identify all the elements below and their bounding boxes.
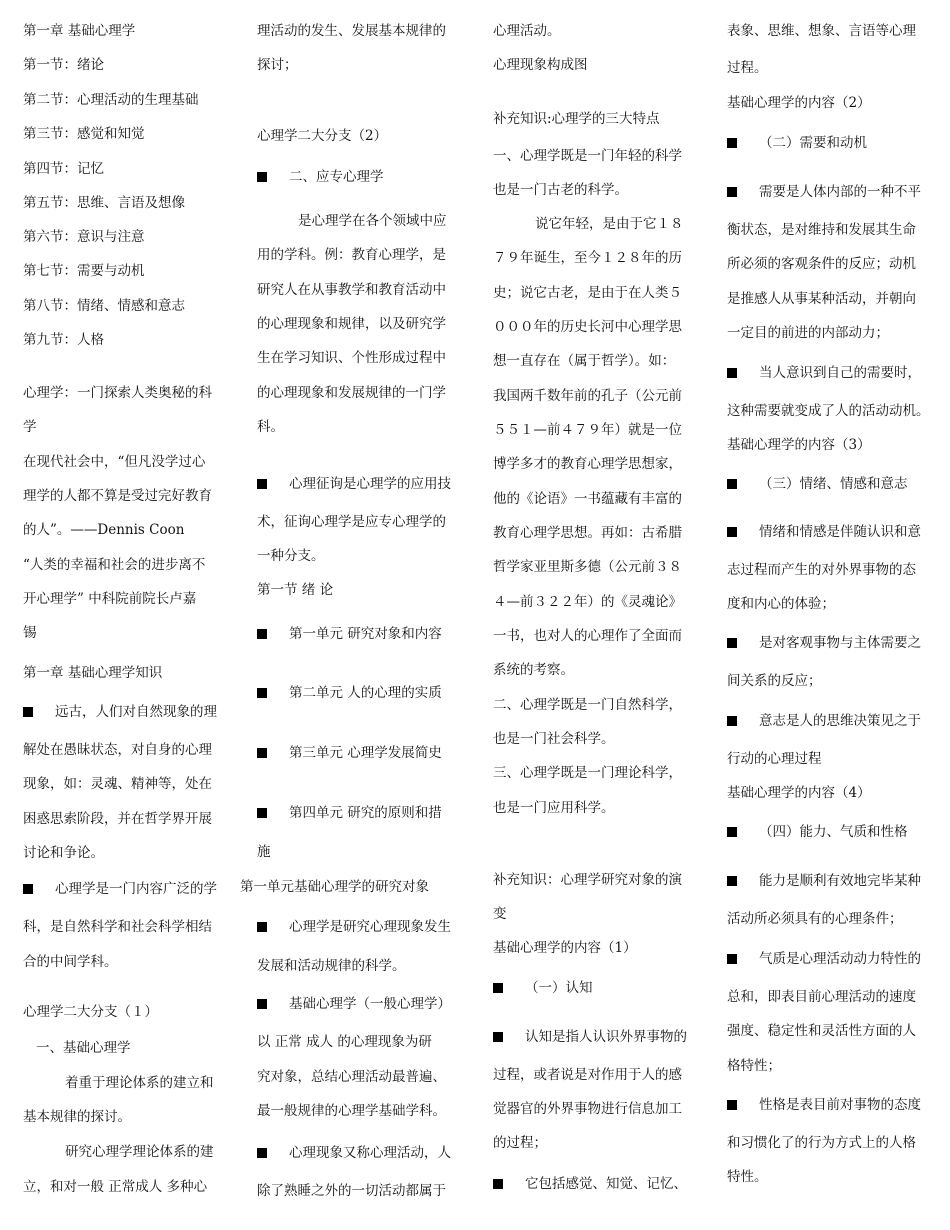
toc-item: 第二节：心理活动的生理基础: [23, 92, 199, 108]
paragraph-line: 和习惯化了的行为方式上的人格: [727, 1135, 916, 1151]
paragraph-line: 的心理现象和发展规律的一门学: [257, 385, 446, 401]
paragraph-line: 过程。: [727, 60, 768, 76]
section-heading: 第一节 绪 论: [257, 582, 334, 598]
figure-caption: 心理现象构成图: [493, 57, 588, 73]
paragraph-line: 想一直存在（属于哲学）。如：: [493, 353, 676, 369]
quote-line: 理学的人都不算是受过完好教育: [23, 488, 212, 504]
toc-item: 第九节：人格: [23, 332, 104, 348]
paragraph-line: 说它年轻，是由于它１８: [535, 216, 684, 232]
bullet-paragraph: 气质是心理活动动力特性的: [727, 950, 921, 968]
paragraph-line: 博学多才的教育心理学思想家，: [493, 456, 682, 472]
toc-item: 第三节：感觉和知觉: [23, 126, 145, 142]
paragraph-line: 困惑思索阶段，并在哲学界开展: [23, 811, 212, 827]
paragraph-line: 是心理学在各个领域中应: [298, 213, 447, 229]
paragraph-line: 理活动的发生、发展基本规律的: [257, 23, 446, 39]
paragraph-line: 总和，即表目前心理活动的速度: [727, 989, 916, 1005]
paragraph-line: 一种分支。: [257, 548, 325, 564]
paragraph-line: 衡状态，是对维持和发展其生命: [727, 222, 916, 238]
toc-item: 第五节：思维、言语及想像: [23, 195, 185, 211]
bullet-paragraph: 是对客观事物与主体需要之: [727, 634, 921, 652]
section-heading: 基础心理学的内容（3）: [727, 437, 871, 453]
quote-line: 锡: [23, 625, 37, 641]
paragraph-line: 术，征询心理学是应专心理学的: [257, 514, 446, 530]
paragraph-line: 是推感人从事某种活动，并朝向: [727, 291, 916, 307]
paragraph-line: 研究人在从事教学和教育活动中: [257, 282, 446, 298]
bullet-heading: 第四单元 研究的原则和措: [257, 804, 442, 822]
paragraph-line: 二、心理学既是一门自然科学，: [493, 697, 682, 713]
paragraph-line: 立，和对一般 正常成人 多种心: [23, 1179, 208, 1195]
bullet-paragraph: 情绪和情感是伴随认识和意: [727, 523, 921, 541]
paragraph-line: 除了熟睡之外的一切活动都属于: [257, 1183, 446, 1199]
paragraph-line: 表象、思维、想象、言语等心理: [727, 23, 916, 39]
paragraph-line: 这种需要就变成了人的活动动机。: [727, 403, 930, 419]
toc-item: 第八节：情绪、情感和意志: [23, 298, 185, 314]
paragraph-line: 特性。: [727, 1169, 768, 1185]
paragraph-line: 活动所必须具有的心理条件；: [727, 911, 903, 927]
bullet-paragraph: 远古，人们对自然现象的理: [23, 703, 217, 721]
paragraph-line: 三、心理学既是一门理论科学，: [493, 765, 682, 781]
bullet-heading: （三）情绪、情感和意志: [727, 475, 908, 493]
bullet-heading: （四）能力、气质和性格: [727, 823, 908, 841]
section-heading: 心理学二大分支（2）: [257, 128, 388, 144]
paragraph-line: 讨论和争论。: [23, 845, 104, 861]
bullet-paragraph: 性格是表目前对事物的态度: [727, 1096, 921, 1114]
paragraph-line: 施: [257, 844, 271, 860]
paragraph-line: 度和内心的体验；: [727, 596, 835, 612]
paragraph-line: 教育心理学思想。再如：古希腊: [493, 525, 682, 541]
paragraph-line: 行动的心理过程: [727, 751, 822, 767]
paragraph-line: 科。: [257, 419, 284, 435]
bullet-paragraph: 基础心理学（一般心理学）: [257, 995, 451, 1013]
bullet-heading: 二、应专心理学: [257, 168, 384, 186]
section-heading: 第一单元基础心理学的研究对象: [240, 879, 429, 895]
section-heading: 基础心理学的内容（2）: [727, 95, 871, 111]
paragraph-line: 探讨；: [257, 57, 298, 73]
paragraph-line: 生在学习知识、个性形成过程中: [257, 350, 446, 366]
toc-item: 第七节：需要与动机: [23, 263, 145, 279]
paragraph-line: 觉器官的外界事物进行信息加工: [493, 1101, 682, 1117]
paragraph-line: 现象，如：灵魂、精神等，处在: [23, 776, 212, 792]
paragraph-line: 基本规律的探讨。: [23, 1109, 131, 1125]
paragraph-line: 史；说它古老，是由于在人类５: [493, 285, 682, 301]
bullet-paragraph: 当人意识到自己的需要时，: [727, 364, 921, 382]
paragraph-line: 发展和活动规律的科学。: [257, 958, 406, 974]
paragraph-line: 着重于理论体系的建立和: [65, 1075, 214, 1091]
paragraph-line: ０００年的历史长河中心理学思: [493, 319, 682, 335]
paragraph-line: 合的中间学科。: [23, 954, 118, 970]
bullet-paragraph: 心理学是研究心理现象发生: [257, 918, 451, 936]
bullet-heading: （一）认知: [493, 979, 593, 997]
section-heading: 心理学二大分支（１）: [23, 1004, 158, 1020]
paragraph-line: 的心理现象和规律，以及研究学: [257, 316, 446, 332]
paragraph-line: 变: [493, 906, 507, 922]
quote-line: “人类的幸福和社会的进步离不: [23, 557, 206, 573]
paragraph-line: 一书，也对人的心理作了全面而: [493, 628, 682, 644]
paragraph-line: 过程，或者说是对作用于人的感: [493, 1067, 682, 1083]
paragraph-line: 也是一门社会科学。: [493, 731, 615, 747]
section-heading: 基础心理学的内容（1）: [493, 940, 637, 956]
paragraph-line: 最一般规律的心理学基础学科。: [257, 1103, 446, 1119]
bullet-paragraph: 心理学是一门内容广泛的学: [23, 880, 217, 898]
section-heading: 基础心理学的内容（4）: [727, 785, 871, 801]
paragraph-line: ５５１—前４７９年）就是一位: [493, 422, 682, 438]
paragraph-line: 一、心理学既是一门年轻的科学: [493, 148, 682, 164]
paragraph-line: 我国两千数年前的孔子（公元前: [493, 388, 682, 404]
bullet-heading: 第二单元 人的心理的实质: [257, 684, 442, 702]
chapter-title: 第一章 基础心理学: [23, 23, 136, 39]
paragraph-line: 以 正常 成人 的心理现象为研: [257, 1034, 432, 1050]
quote-line: 开心理学” 中科院前院长卢嘉: [23, 591, 197, 607]
quote-line: 的人”。——Dennis Coon: [23, 522, 185, 538]
section-heading: 补充知识：心理学研究对象的演: [493, 872, 682, 888]
bullet-paragraph: 心理征询是心理学的应用技: [257, 475, 451, 493]
toc-item: 第六节：意识与注意: [23, 229, 145, 245]
bullet-paragraph: 需要是人体内部的一种不平: [727, 183, 921, 201]
paragraph-line: 研究心理学理论体系的建: [65, 1144, 214, 1160]
toc-item: 第一节：绪论: [23, 57, 104, 73]
bullet-paragraph: 它包括感觉、知觉、记忆、: [493, 1175, 687, 1193]
paragraph-line: 学: [23, 419, 37, 435]
bullet-heading: 第三单元 心理学发展简史: [257, 744, 442, 762]
paragraph-line: 强度、稳定性和灵活性方面的人: [727, 1023, 916, 1039]
bullet-heading: （二）需要和动机: [727, 134, 867, 152]
bullet-paragraph: 心理现象又称心理活动，人: [257, 1144, 451, 1162]
bullet-paragraph: 能力是顺利有效地完毕某种: [727, 872, 921, 890]
paragraph-line: 心理学：一门探索人类奥秘的科: [23, 385, 212, 401]
paragraph-line: 他的《论语》一书蕴藏有丰富的: [493, 491, 682, 507]
paragraph-line: 一定目的前进的内部动力；: [727, 325, 889, 341]
paragraph-line: 用的学科。例：教育心理学，是: [257, 247, 446, 263]
paragraph-line: 的过程；: [493, 1135, 547, 1151]
paragraph-line: 解处在愚昧状态，对自身的心理: [23, 742, 212, 758]
paragraph-line: 所必须的客观条件的反应；动机: [727, 256, 916, 272]
toc-item: 第四节：记忆: [23, 161, 104, 177]
paragraph-line: 心理活动。: [493, 23, 561, 39]
bullet-paragraph: 意志是人的思维决策见之于: [727, 712, 921, 730]
paragraph-line: ７９年诞生，至今１２８年的历: [493, 250, 682, 266]
paragraph-line: 间关系的反应；: [727, 673, 822, 689]
paragraph-line: 哲学家亚里斯多德（公元前３８: [493, 559, 682, 575]
paragraph-line: 科，是自然科学和社会科学相结: [23, 919, 212, 935]
section-heading: 补充知识:心理学的三大特点: [493, 111, 660, 127]
paragraph-line: ４—前３２２年）的《灵魂论》: [493, 594, 682, 610]
paragraph-line: 也是一门古老的科学。: [493, 182, 628, 198]
section-heading: 第一章 基础心理学知识: [23, 665, 163, 681]
paragraph-line: 也是一门应用科学。: [493, 800, 615, 816]
paragraph-line: 志过程而产生的对外界事物的态: [727, 562, 916, 578]
quote-line: 在现代社会中，“但凡没学过心: [23, 454, 206, 470]
bullet-paragraph: 认知是指人认识外界事物的: [493, 1028, 687, 1046]
paragraph-line: 系统的考察。: [493, 662, 574, 678]
subheading: 一、基础心理学: [36, 1040, 131, 1056]
bullet-heading: 第一单元 研究对象和内容: [257, 625, 442, 643]
paragraph-line: 究对象，总结心理活动最普遍、: [257, 1069, 446, 1085]
paragraph-line: 格特性；: [727, 1058, 781, 1074]
